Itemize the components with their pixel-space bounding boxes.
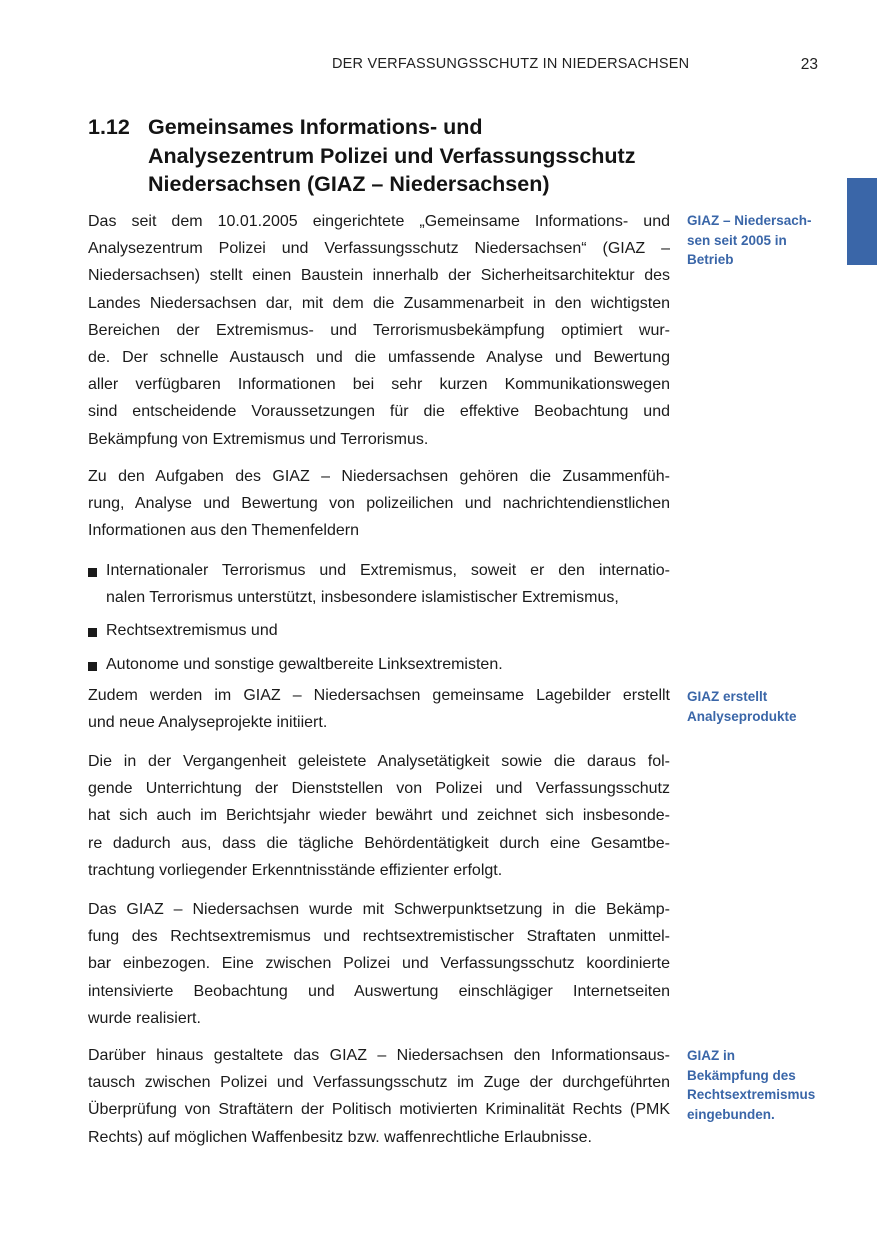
text-line: Darüber hinaus gestaltete das GIAZ – Niedersachsen den Informationsaus-: [88, 1047, 670, 1064]
text-line: aller verfügbaren Informationen bei sehr kurzen Kommunikationswegen: [88, 376, 670, 394]
text-line: nalen Terrorismus unterstützt, insbesondere islamistischer Extremismus,: [106, 589, 619, 607]
text-line: Informationen aus den Themenfeldern: [88, 522, 359, 540]
text-line: Zudem werden im GIAZ – Niedersachsen gemeinsame Lagebilder erstellt: [88, 687, 670, 704]
text-line: hat sich auch im Berichtsjahr wieder bewährt und zeichnet sich insbesonde-: [88, 807, 670, 825]
section-title-line: Niedersachsen (GIAZ – Niedersachsen): [148, 172, 550, 196]
page-number: 23: [800, 56, 818, 73]
text-line: tausch zwischen Polizei und Verfassungsschutz im Zuge der durchgeführten: [88, 1074, 670, 1092]
text-line: Die in der Vergangenheit geleistete Analysetätigkeit sowie die daraus fol-: [88, 753, 670, 770]
margin-note-line: GIAZ erstellt: [687, 689, 768, 704]
list-item: [88, 651, 670, 678]
text-line: trachtung vorliegender Erkenntnisstände effizienter erfolgt.: [88, 861, 503, 879]
text-line: und neue Analyseprojekte initiiert.: [88, 714, 328, 732]
text-line: Überprüfung von Straftätern der Politisch motivierten Kriminalität Rechts (PMK: [88, 1101, 670, 1119]
margin-note-line: GIAZ in: [687, 1048, 735, 1063]
text-line: Autonome und sonstige gewaltbereite Linksextremisten.: [106, 655, 503, 673]
text-line: Niedersachsen) stellt einen Baustein innerhalb der Sicherheitsarchitektur des: [88, 267, 670, 285]
margin-note-line: Bekämpfung des: [687, 1067, 796, 1083]
square-bullet-icon: [88, 662, 97, 671]
text-line: fung des Rechtsextremismus und rechtsextremistischer Straftaten unmittel-: [88, 928, 670, 946]
list-item: [88, 557, 670, 611]
margin-note-line: Rechtsextremismus: [687, 1087, 816, 1102]
text-line: bar einbezogen. Eine zwischen Polizei und Verfassungsschutz koordinierte: [88, 955, 670, 973]
margin-note-giaz-since-2005: [687, 211, 827, 270]
margin-note-line: sen seit 2005 in: [687, 232, 787, 248]
paragraph-giaz-intro: [88, 208, 670, 453]
list-item: [88, 617, 670, 644]
paragraph-tasks: [88, 463, 670, 545]
margin-note-line: Analyseprodukte: [687, 708, 797, 724]
margin-note-rechtsextremismus: [687, 1046, 827, 1124]
text-line: sind entscheidende Voraussetzungen für die effektive Beobachtung und: [88, 403, 670, 421]
text-line: Das seit dem 10.01.2005 eingerichtete „Gemeinsame Informations- und: [88, 213, 670, 230]
text-line: wurde realisiert.: [88, 1009, 201, 1027]
text-line: rung, Analyse und Bewertung von polizeilichen und nachrichtendienstlichen: [88, 495, 670, 513]
section-title-line: Gemeinsames Informations- und: [148, 115, 483, 139]
margin-note-line: Betrieb: [687, 252, 734, 267]
paragraph-rechtsextremismus: [88, 896, 670, 1032]
margin-note-analyseprodukte: [687, 687, 827, 726]
margin-note-line: eingebunden.: [687, 1106, 775, 1122]
paragraph-analysis: [88, 748, 670, 884]
text-line: Zu den Aufgaben des GIAZ – Niedersachsen gehören die Zusammenfüh-: [88, 468, 670, 485]
text-line: Rechts) auf möglichen Waffenbesitz bzw. waffenrechtliche Erlaubnisse.: [88, 1128, 592, 1146]
text-line: Bereichen der Extremismus- und Terrorismusbekämpfung optimiert wur-: [88, 321, 670, 339]
text-line: gende Unterrichtung der Dienststellen von Polizei und Verfassungsschutz: [88, 780, 670, 798]
text-line: Rechtsextremismus und: [106, 622, 278, 640]
text-line: de. Der schnelle Austausch und die umfassende Analyse und Bewertung: [88, 349, 670, 367]
topic-list: [88, 557, 670, 684]
text-line: Internationaler Terrorismus und Extremismus, soweit er den internatio-: [106, 562, 670, 579]
section-title-line: Analysezentrum Polizei und Verfassungsschutz: [148, 143, 636, 168]
paragraph-lagebilder: [88, 682, 670, 736]
section-number: 1.12: [88, 115, 130, 139]
paragraph-waffenbesitz: [88, 1042, 670, 1151]
running-header: DER VERFASSUNGSSCHUTZ IN NIEDERSACHSEN: [332, 56, 690, 72]
text-line: re dadurch aus, dass die tägliche Behördentätigkeit durch eine Gesamtbe-: [88, 834, 670, 852]
text-line: Bekämpfung von Extremismus und Terrorismus.: [88, 430, 429, 448]
text-line: Analysezentrum Polizei und Verfassungsschutz Niedersachsen“ (GIAZ –: [88, 240, 670, 258]
text-line: intensivierte Beobachtung und Auswertung einschlägiger Internetseiten: [88, 982, 670, 1000]
text-line: Das GIAZ – Niedersachsen wurde mit Schwerpunktsetzung in die Bekämp-: [88, 901, 670, 918]
text-line: Landes Niedersachsen dar, mit dem die Zusammenarbeit in den wichtigsten: [88, 294, 670, 312]
margin-note-line: GIAZ – Niedersach-: [687, 213, 812, 228]
section-heading: [88, 113, 688, 199]
square-bullet-icon: [88, 568, 97, 577]
square-bullet-icon: [88, 628, 97, 637]
chapter-tab-marker: [847, 178, 877, 265]
